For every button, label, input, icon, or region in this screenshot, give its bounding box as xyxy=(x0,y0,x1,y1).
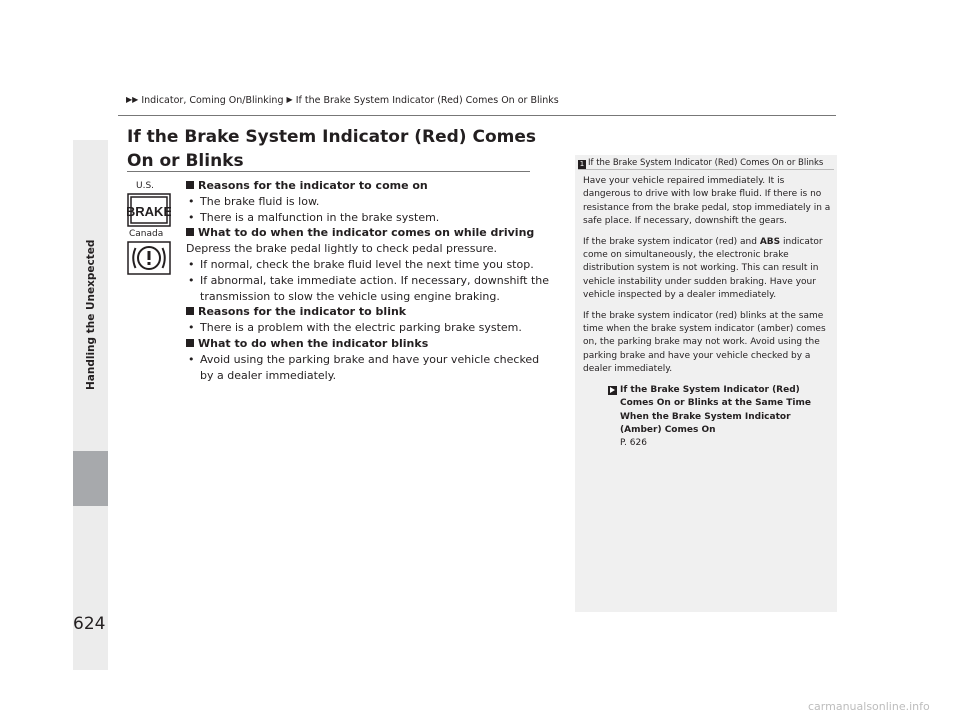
note-paragraph: If the brake system indicator (red) and ABS indicator come on simultaneously, the electronic brake distribution system is not working. This can result in vehicle instability under sudden braking. Have your vehicle inspected by a dealer immediately. xyxy=(583,236,823,301)
us-label: U.S. xyxy=(136,181,155,191)
breadcrumb-item-section[interactable]: Indicator, Coming On/Blinking xyxy=(141,95,284,106)
list-item: • Avoid using the parking brake and have your vehicle checked by a dealer immediately. xyxy=(186,352,556,384)
cross-reference-link[interactable] xyxy=(608,384,833,451)
section-heading: Reasons for the indicator to come on xyxy=(186,178,556,194)
canada-label: Canada xyxy=(129,229,164,239)
page-number: 624 xyxy=(73,614,106,634)
square-bullet-icon xyxy=(186,307,194,315)
square-bullet-icon xyxy=(186,339,194,347)
reference-arrow-icon xyxy=(608,386,617,395)
chapter-side-tab-label: Handling the Unexpected xyxy=(85,239,97,391)
section-heading: What to do when the indicator blinks xyxy=(186,336,556,352)
abs-label: ABS xyxy=(759,236,781,247)
brake-warning-circle-icon-graphic xyxy=(127,241,171,275)
bullet-list xyxy=(186,320,556,336)
section-heading: Reasons for the indicator to blink xyxy=(186,304,556,320)
side-note-rule xyxy=(578,169,834,170)
list-item: • There is a problem with the electric parking brake system. xyxy=(186,320,556,336)
square-bullet-icon xyxy=(186,228,194,236)
note-number-icon: 1 xyxy=(579,160,585,168)
bullet-list xyxy=(186,257,556,304)
brake-indicator-icon-graphic xyxy=(127,193,171,227)
title-rule xyxy=(127,171,530,172)
breadcrumb-arrow-icon: ▶ xyxy=(286,95,293,104)
side-note-body xyxy=(583,175,833,451)
bullet-list xyxy=(186,352,556,384)
main-content xyxy=(186,178,556,383)
breadcrumb-item-current: If the Brake System Indicator (Red) Comes On or Blinks xyxy=(295,95,559,106)
note-paragraph: Have your vehicle repaired immediately. It is dangerous to drive with low brake fluid. If there is no resistance from the brake pedal, stop immediately in a safe place. If necessary, downshift the gears. xyxy=(583,176,831,227)
breadcrumb-arrow-icon: ▶▶ xyxy=(126,95,139,104)
section-heading: What to do when the indicator comes on while driving xyxy=(186,225,556,241)
breadcrumb xyxy=(126,95,559,106)
list-item: • The brake fluid is low. xyxy=(186,194,556,210)
section-intro: Depress the brake pedal lightly to check pedal pressure. xyxy=(186,242,498,256)
brake-warning-circle-icon xyxy=(127,241,171,279)
square-bullet-icon xyxy=(186,181,194,189)
note-paragraph: If the brake system indicator (red) blinks at the same time when the brake system indicator (amber) comes on, the parking brake may not work. Avoid using the parking brake and have your vehicle checked by a dealer immediately. xyxy=(583,310,826,375)
side-note-header: 1 If the Brake System Indicator (Red) Comes On or Blinks xyxy=(579,158,824,168)
list-item: • If normal, check the brake fluid level the next time you stop. xyxy=(186,257,556,273)
chapter-tab-marker xyxy=(73,451,108,506)
brake-indicator-icon xyxy=(127,193,171,231)
cross-reference-page[interactable]: P. 626 xyxy=(620,438,647,449)
list-item: • There is a malfunction in the brake system. xyxy=(186,210,556,226)
watermark: carmanualsonline.info xyxy=(808,700,930,713)
cross-reference-title[interactable]: If the Brake System Indicator (Red) Comes On or Blinks at the Same Time When the Brake System Indicator (Amber) Comes On xyxy=(620,384,811,435)
brake-icon-text: BRAKE xyxy=(127,204,171,219)
list-item: • If abnormal, take immediate action. If necessary, downshift the transmission to slow the vehicle using engine braking. xyxy=(186,273,556,305)
bullet-list xyxy=(186,194,556,226)
page-title: If the Brake System Indicator (Red) Comes On or Blinks xyxy=(127,127,537,171)
header-rule xyxy=(118,115,836,116)
